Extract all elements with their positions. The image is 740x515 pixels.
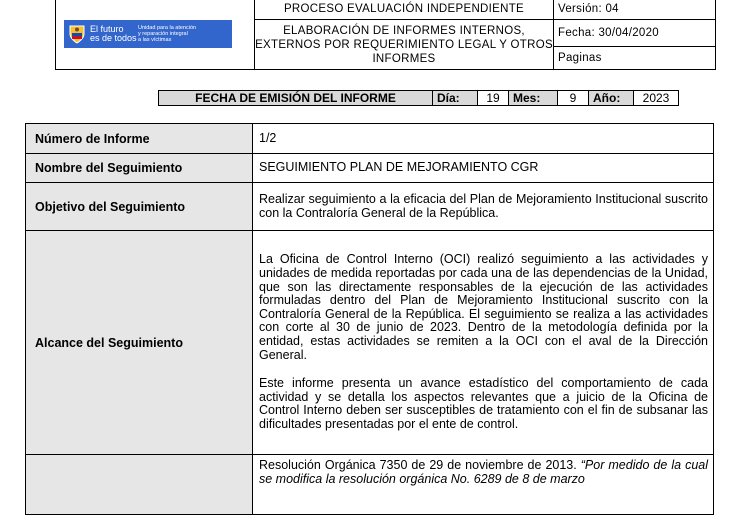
year-value: 2023 bbox=[634, 91, 679, 106]
criteria-label bbox=[26, 455, 253, 515]
brand-line-2: es de todos bbox=[90, 33, 137, 43]
tracking-name: SEGUIMIENTO PLAN DE MEJORAMIENTO CGR bbox=[253, 154, 714, 183]
objective-label: Objetivo del Seguimiento bbox=[26, 183, 253, 231]
criteria-resolution: Resolución Orgánica 7350 de 29 de noviembre de 2013. bbox=[259, 458, 581, 472]
report-number: 1/2 bbox=[253, 124, 714, 154]
entity-line-3: a las víctimas bbox=[138, 37, 172, 43]
brand-text bbox=[90, 25, 138, 43]
year-label: Año: bbox=[589, 91, 634, 106]
scope-label: Alcance del Seguimiento bbox=[26, 231, 253, 455]
day-value: 19 bbox=[478, 91, 509, 106]
scope-text bbox=[253, 231, 714, 455]
table-row bbox=[26, 154, 714, 183]
scope-paragraph-2: Este informe presenta un avance estadístico del comportamiento de cada actividad y se detalla los aspectos relevantes que a juicio de la Oficina de Control Interno deben ser susceptibles de tratamiento con el fin de subsanar las dificultades presentadas por el ente de control. bbox=[259, 376, 708, 431]
table-row bbox=[26, 231, 714, 455]
criteria-quote: “Por medido de la cual se modifica la resolución orgánica No. 6289 de 8 de marzo bbox=[259, 458, 708, 486]
process-name: PROCESO EVALUACIÓN INDEPENDIENTE bbox=[255, 0, 554, 20]
brand-line-1: El futuro bbox=[90, 24, 124, 34]
logo-cell bbox=[56, 0, 255, 70]
document-date: Fecha: 30/04/2020 bbox=[554, 20, 716, 47]
version: Versión: 04 bbox=[554, 0, 716, 20]
month-value: 9 bbox=[558, 91, 589, 106]
objective-text: Realizar seguimiento a la eficacia del Plan de Mejoramiento Institucional suscrito con la Contraloría General de la República. bbox=[253, 183, 714, 231]
pages: Paginas bbox=[554, 46, 716, 69]
emission-date-row bbox=[158, 90, 679, 106]
table-row bbox=[26, 455, 714, 515]
entity-text bbox=[138, 25, 224, 43]
document-title: ELABORACIÓN DE INFORMES INTERNOS, EXTERNOS POR REQUERIMIENTO LEGAL Y OTROS INFORMES bbox=[255, 20, 554, 70]
entity-line-2: y reparación integral bbox=[138, 31, 188, 37]
criteria-text bbox=[253, 455, 714, 515]
entity-logo bbox=[64, 20, 232, 48]
report-number-label: Número de Informe bbox=[26, 124, 253, 154]
scope-paragraph-1: La Oficina de Control Interno (OCI) realizó seguimiento a las actividades y unidades de medida reportadas por cada una de las dependencias de la Unidad, que son las directamente responsables de la ejecución de las actividades formuladas dentro del Plan de Mejoramiento Institucional suscrito con la Contraloría General de la República. El seguimiento se realiza a las actividades con corte al 30 de junio de 2023. Dentro de la metodología definida por la entidad, estas actividades se remiten a la OCI con el aval de la Dirección General. bbox=[259, 252, 708, 362]
table-row bbox=[26, 124, 714, 154]
emission-label: FECHA DE EMISIÓN DEL INFORME bbox=[159, 91, 433, 106]
entity-line-1: Unidad para la atención bbox=[138, 25, 197, 31]
table-row bbox=[26, 183, 714, 231]
document-header bbox=[55, 0, 716, 70]
colombia-shield-icon bbox=[68, 24, 86, 44]
month-label: Mes: bbox=[509, 91, 558, 106]
tracking-name-label: Nombre del Seguimiento bbox=[26, 154, 253, 183]
report-table bbox=[25, 123, 714, 515]
day-label: Día: bbox=[433, 91, 478, 106]
